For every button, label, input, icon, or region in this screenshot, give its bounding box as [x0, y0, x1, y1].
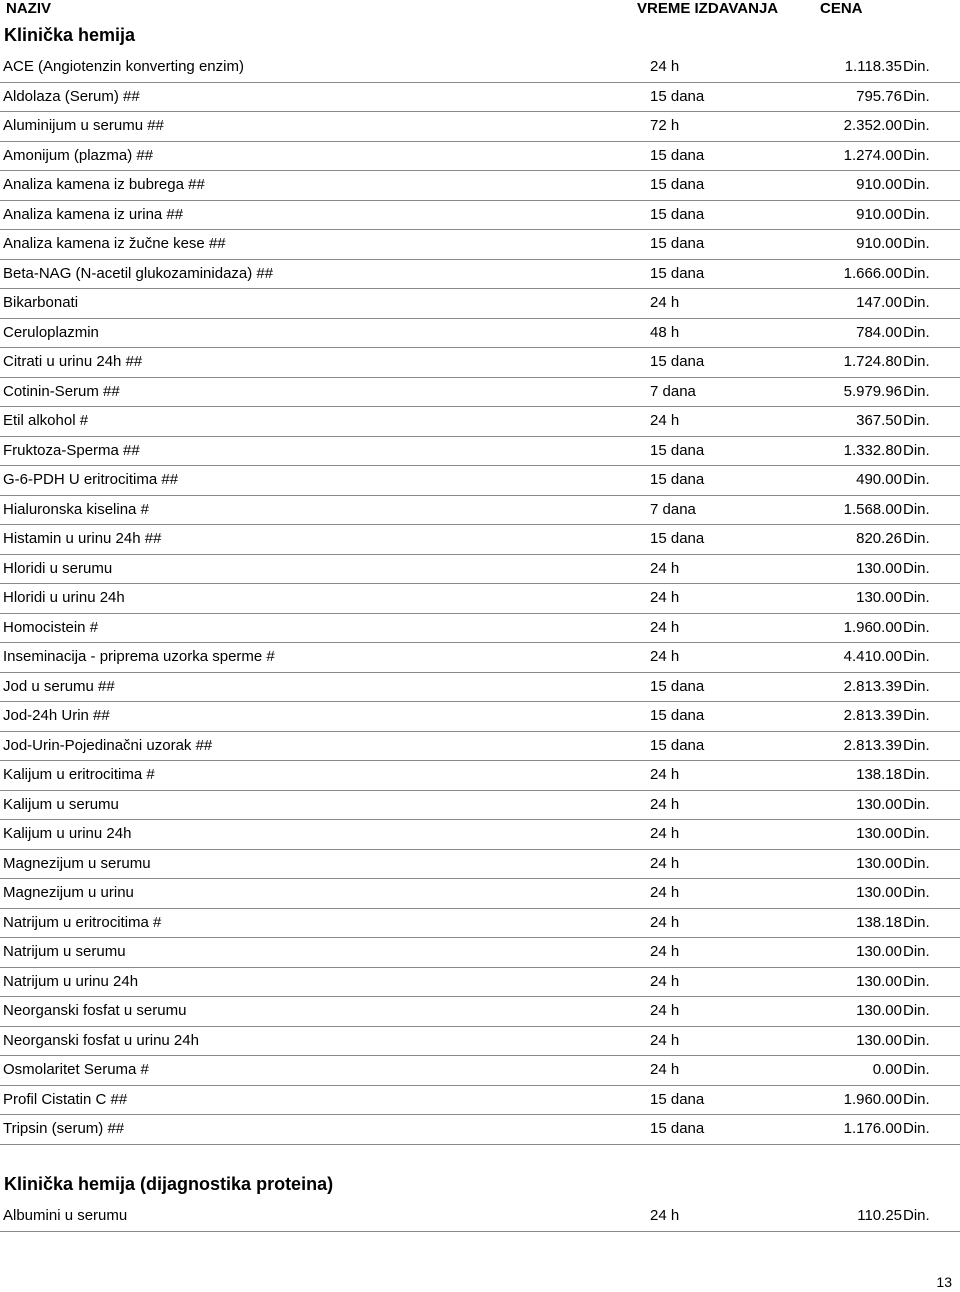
test-name: Analiza kamena iz žučne kese ##	[3, 235, 226, 252]
test-name: Profil Cistatin C ##	[3, 1090, 128, 1108]
turnaround-time: 24 h	[650, 854, 680, 872]
turnaround-time: 24 h	[650, 589, 680, 606]
table-row	[0, 142, 960, 172]
turnaround-time: 15 dana	[650, 176, 705, 193]
turnaround-time: 24 h	[650, 766, 680, 783]
turnaround-time: 24 h	[650, 1002, 680, 1019]
test-name: Osmolaritet Seruma #	[3, 1061, 149, 1078]
test-name: Aldolaza (Serum) ##	[3, 87, 140, 105]
test-name: Neorganski fosfat u urinu 24h	[3, 1031, 199, 1049]
price-value: 130.00	[856, 825, 902, 842]
turnaround-time: 24 h	[650, 294, 680, 311]
price-currency: Din.	[903, 323, 930, 341]
test-name: Citrati u urinu 24h ##	[3, 353, 143, 370]
price-value: 910.00	[856, 176, 902, 193]
table-row	[0, 997, 960, 1027]
price-value: 130.00	[856, 1031, 902, 1049]
turnaround-time: 24 h	[650, 559, 680, 577]
turnaround-time: 7 dana	[650, 382, 696, 400]
price-value: 110.25	[857, 1207, 902, 1224]
table-row	[0, 201, 960, 231]
table-row	[0, 555, 960, 585]
table-row	[0, 1086, 960, 1116]
price-currency: Din.	[903, 913, 930, 931]
turnaround-time: 24 h	[650, 884, 680, 901]
turnaround-time: 24 h	[650, 648, 680, 665]
price-value: 4.410.00	[843, 648, 902, 665]
turnaround-time: 15 dana	[650, 707, 705, 724]
turnaround-time: 7 dana	[650, 500, 696, 518]
price-currency: Din.	[903, 1002, 930, 1019]
test-name: Natrijum u urinu 24h	[3, 972, 139, 990]
test-name: Cotinin-Serum ##	[3, 382, 120, 400]
price-value: 138.18	[856, 766, 902, 783]
turnaround-time: 15 dana	[650, 264, 705, 282]
column-header-price: CENA	[820, 0, 863, 17]
test-name: Hloridi u urinu 24h	[3, 589, 125, 606]
price-currency: Din.	[903, 648, 930, 665]
table-row	[0, 83, 960, 113]
table-row	[0, 584, 960, 614]
price-value: 795.76	[856, 87, 902, 105]
test-name: Homocistein #	[3, 618, 99, 636]
turnaround-time: 24 h	[650, 913, 680, 931]
price-currency: Din.	[903, 677, 930, 695]
price-currency: Din.	[903, 353, 930, 370]
price-currency: Din.	[903, 530, 930, 547]
price-currency: Din.	[903, 795, 930, 813]
test-name: Aluminijum u serumu ##	[3, 117, 164, 134]
table-row	[0, 820, 960, 850]
table-row	[0, 407, 960, 437]
turnaround-time: 15 dana	[650, 441, 705, 459]
turnaround-time: 15 dana	[650, 205, 705, 223]
turnaround-time: 24 h	[650, 1031, 680, 1049]
page-number: 13	[936, 1274, 952, 1290]
test-name: Bikarbonati	[3, 294, 79, 311]
price-currency: Din.	[903, 1061, 930, 1078]
price-value: 138.18	[856, 913, 902, 931]
price-value: 490.00	[856, 471, 902, 488]
price-currency: Din.	[903, 441, 930, 459]
price-value: 0.00	[872, 1061, 902, 1078]
test-name: Fruktoza-Sperma ##	[3, 441, 140, 459]
table-row	[0, 1056, 960, 1086]
turnaround-time: 24 h	[650, 618, 680, 636]
price-value: 130.00	[856, 943, 902, 960]
price-value: 1.960.00	[843, 618, 902, 636]
price-value: 2.813.39	[843, 736, 902, 754]
price-currency: Din.	[903, 1090, 930, 1108]
price-currency: Din.	[903, 1031, 930, 1049]
test-name: Kalijum u urinu 24h	[3, 825, 132, 842]
price-list-section	[0, 53, 960, 1145]
test-name: Analiza kamena iz urina ##	[3, 205, 184, 223]
turnaround-time: 15 dana	[650, 235, 705, 252]
price-value: 2.352.00	[843, 117, 902, 134]
turnaround-time: 24 h	[650, 1061, 680, 1078]
table-row	[0, 850, 960, 880]
test-name: Albumini u serumu	[3, 1207, 128, 1224]
table-row	[0, 319, 960, 349]
table-row	[0, 938, 960, 968]
price-currency: Din.	[903, 854, 930, 872]
test-name: Natrijum u eritrocitima #	[3, 913, 162, 931]
table-row	[0, 761, 960, 791]
price-value: 910.00	[856, 205, 902, 223]
test-name: Jod-Urin-Pojedinačni uzorak ##	[3, 736, 213, 754]
price-value: 1.960.00	[843, 1090, 902, 1108]
test-name: Natrijum u serumu	[3, 943, 126, 960]
price-value: 1.176.00	[843, 1120, 902, 1137]
test-name: Amonijum (plazma) ##	[3, 146, 154, 164]
price-value: 1.724.80	[843, 353, 902, 370]
turnaround-time: 15 dana	[650, 1120, 705, 1137]
price-currency: Din.	[903, 146, 930, 164]
turnaround-time: 15 dana	[650, 530, 705, 547]
table-row	[0, 378, 960, 408]
table-row	[0, 643, 960, 673]
price-currency: Din.	[903, 412, 930, 429]
price-value: 130.00	[856, 884, 902, 901]
table-row	[0, 230, 960, 260]
turnaround-time: 24 h	[650, 1207, 680, 1224]
test-name: Kalijum u eritrocitima #	[3, 766, 155, 783]
table-row	[0, 1027, 960, 1057]
table-row	[0, 260, 960, 290]
price-currency: Din.	[903, 707, 930, 724]
price-currency: Din.	[903, 87, 930, 105]
turnaround-time: 24 h	[650, 943, 680, 960]
price-currency: Din.	[903, 58, 930, 75]
price-value: 130.00	[856, 589, 902, 606]
test-name: Beta-NAG (N-acetil glukozaminidaza) ##	[3, 264, 274, 282]
price-value: 2.813.39	[843, 707, 902, 724]
price-currency: Din.	[903, 235, 930, 252]
table-row	[0, 732, 960, 762]
table-row	[0, 1115, 960, 1145]
price-value: 2.813.39	[843, 677, 902, 695]
price-currency: Din.	[903, 766, 930, 783]
test-name: Hialuronska kiselina #	[3, 500, 149, 518]
table-row	[0, 348, 960, 378]
price-value: 130.00	[856, 795, 902, 813]
turnaround-time: 24 h	[650, 58, 680, 75]
table-row	[0, 673, 960, 703]
test-name: Analiza kamena iz bubrega ##	[3, 176, 205, 193]
test-name: Jod-24h Urin ##	[3, 707, 110, 724]
column-header-name: NAZIV	[6, 0, 51, 17]
price-currency: Din.	[903, 176, 930, 193]
test-name: Magnezijum u urinu	[3, 884, 134, 901]
test-name: Magnezijum u serumu	[3, 854, 151, 872]
price-value: 5.979.96	[843, 382, 902, 400]
price-value: 130.00	[856, 854, 902, 872]
section-title: Klinička hemija	[4, 25, 136, 45]
price-value: 130.00	[856, 972, 902, 990]
price-list-section	[0, 1202, 960, 1232]
table-row	[0, 968, 960, 998]
table-row	[0, 879, 960, 909]
price-value: 1.666.00	[843, 264, 902, 282]
table-row	[0, 909, 960, 939]
turnaround-time: 72 h	[650, 117, 680, 134]
test-name: G-6-PDH U eritrocitima ##	[3, 471, 179, 488]
price-currency: Din.	[903, 117, 930, 134]
turnaround-time: 15 dana	[650, 471, 705, 488]
table-row	[0, 791, 960, 821]
price-value: 130.00	[856, 559, 902, 577]
turnaround-time: 15 dana	[650, 736, 705, 754]
price-currency: Din.	[903, 294, 930, 311]
turnaround-time: 24 h	[650, 795, 680, 813]
price-currency: Din.	[903, 825, 930, 842]
price-currency: Din.	[903, 1120, 930, 1137]
section-title: Klinička hemija (dijagnostika proteina)	[4, 1174, 334, 1194]
table-header	[0, 0, 960, 20]
test-name: Tripsin (serum) ##	[3, 1120, 125, 1137]
table-row	[0, 289, 960, 319]
table-row	[0, 525, 960, 555]
table-row	[0, 614, 960, 644]
turnaround-time: 15 dana	[650, 353, 705, 370]
price-currency: Din.	[903, 884, 930, 901]
test-name: Ceruloplazmin	[3, 323, 99, 341]
column-header-time: VREME IZDAVANJA	[637, 0, 779, 17]
turnaround-time: 48 h	[650, 323, 680, 341]
turnaround-time: 24 h	[650, 972, 680, 990]
test-name: Jod u serumu ##	[3, 677, 115, 695]
turnaround-time: 15 dana	[650, 146, 705, 164]
test-name: Etil alkohol #	[3, 412, 89, 429]
price-value: 820.26	[856, 530, 902, 547]
table-row	[0, 496, 960, 526]
price-value: 1.274.00	[843, 146, 902, 164]
price-value: 147.00	[856, 294, 902, 311]
price-currency: Din.	[903, 559, 930, 577]
test-name: ACE (Angiotenzin konverting enzim)	[3, 58, 244, 75]
test-name: Inseminacija - priprema uzorka sperme #	[3, 648, 275, 665]
price-currency: Din.	[903, 618, 930, 636]
price-currency: Din.	[903, 972, 930, 990]
table-row	[0, 53, 960, 83]
turnaround-time: 15 dana	[650, 677, 705, 695]
turnaround-time: 15 dana	[650, 87, 705, 105]
price-value: 1.118.35	[844, 58, 902, 75]
table-row	[0, 171, 960, 201]
turnaround-time: 15 dana	[650, 1090, 705, 1108]
price-currency: Din.	[903, 471, 930, 488]
price-value: 784.00	[856, 323, 902, 341]
price-value: 130.00	[856, 1002, 902, 1019]
turnaround-time: 24 h	[650, 412, 680, 429]
price-value: 910.00	[856, 235, 902, 252]
price-currency: Din.	[903, 589, 930, 606]
test-name: Kalijum u serumu	[3, 795, 119, 813]
test-name: Hloridi u serumu	[3, 559, 113, 577]
table-row	[0, 702, 960, 732]
price-currency: Din.	[903, 736, 930, 754]
price-currency: Din.	[903, 382, 930, 400]
price-value: 1.332.80	[843, 441, 902, 459]
price-value: 1.568.00	[843, 500, 902, 518]
turnaround-time: 24 h	[650, 825, 680, 842]
test-name: Histamin u urinu 24h ##	[3, 530, 162, 547]
test-name: Neorganski fosfat u serumu	[3, 1002, 187, 1019]
price-currency: Din.	[903, 264, 930, 282]
table-row	[0, 466, 960, 496]
table-row	[0, 1202, 960, 1232]
table-row	[0, 437, 960, 467]
table-row	[0, 112, 960, 142]
price-currency: Din.	[903, 943, 930, 960]
price-currency: Din.	[903, 500, 930, 518]
price-value: 367.50	[856, 412, 902, 429]
price-currency: Din.	[903, 1207, 930, 1224]
price-currency: Din.	[903, 205, 930, 223]
